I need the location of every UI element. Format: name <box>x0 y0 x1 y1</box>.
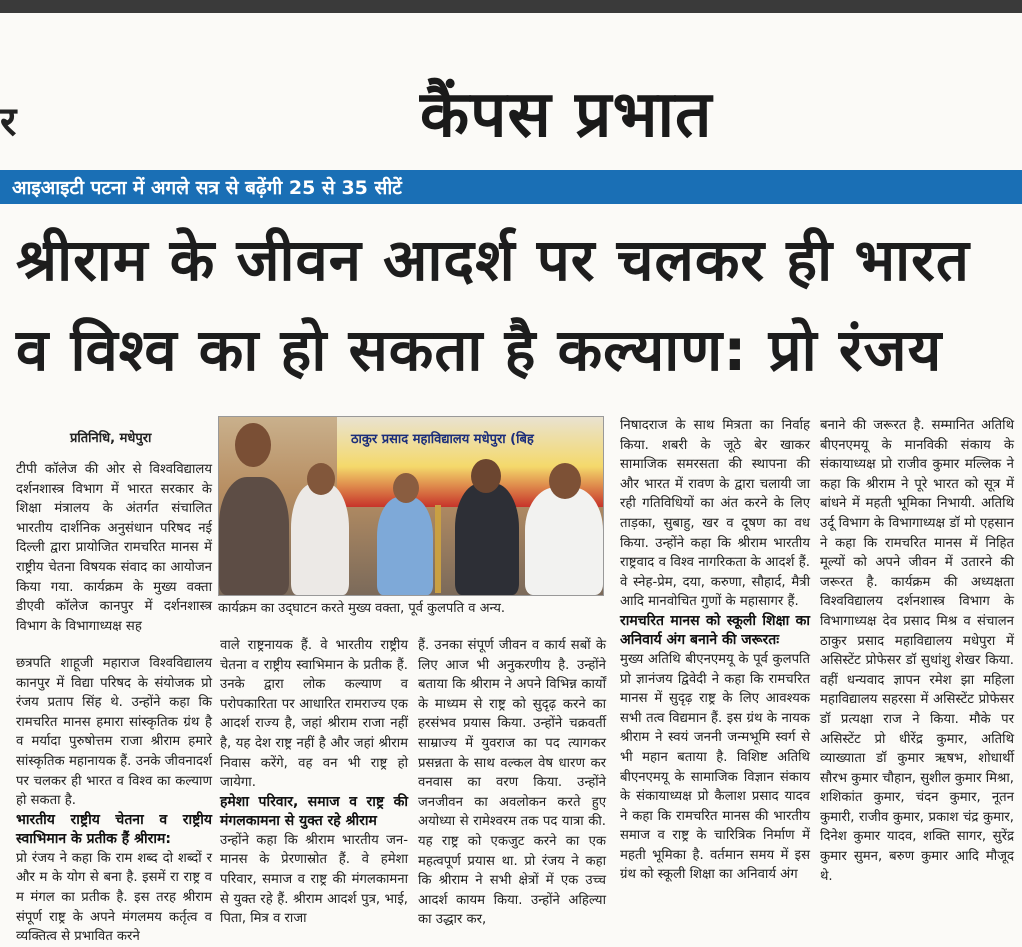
subheading-national-consciousness: भारतीय राष्ट्रीय चेतना व राष्ट्रीय स्वाभिमान के प्रतीक हैं श्रीराम: <box>16 811 212 847</box>
photo-caption: कार्यक्रम का उद्‌घाटन करते मुख्य वक्ता, पूर्व कुलपति व अन्य. <box>218 601 506 616</box>
news-ticker-bar <box>0 170 1022 204</box>
lamp-stand <box>435 505 441 593</box>
column-1-intro <box>16 460 212 654</box>
column-2 <box>220 636 408 930</box>
column-3 <box>418 636 606 930</box>
column-2-after-subheading: उन्होंने कहा कि श्रीराम भारतीय जन-मानस के प्रेरणास्रोत हैं. वे हमेशा परिवार, समाज व राष्ट्र की मंगलकामना से युक्त रहे हैं. श्रीराम आदर्श पुत्र, भाई, पिता, मित्र व राजा <box>220 832 408 927</box>
subheading-school-education: रामचरित मानस को स्कूली शिक्षा का अनिवार्य अंग बनाने की जरूरतः <box>620 612 810 648</box>
column-2-text: वाले राष्ट्रनायक हैं. वे भारतीय राष्ट्रीय चेतना व राष्ट्रीय स्वाभिमान के प्रतीक हैं. उनके द्वारा लोक कल्याण व परोपकारिता पर आधारित रामराज्य एक आदर्श राज्य है, जहां श्रीराम राजा नहीं है, यह देश राष्ट्र नहीं है और जहां श्रीराम निवास करेंगे, वह वन भी राष्ट्र हो जायेगा. <box>220 638 408 791</box>
byline: प्रतिनिधि, मधेपुरा <box>70 431 152 446</box>
top-dark-strip <box>0 0 1022 13</box>
person-head <box>393 473 419 503</box>
main-headline-line-1: श्रीराम के जीवन आदर्श पर चलकर ही भारत <box>16 226 970 294</box>
person-figure <box>291 483 349 595</box>
column-1-intro-text: टीपी कॉलेज की ओर से विश्वविद्यालय दर्शनशास्त्र विभाग में भारत सरकार के शिक्षा मंत्रालय के अंतर्गत संचालित भारतीय दार्शनिक अनुसंधान परिषद नई दिल्ली द्वारा प्रायोजित रामचरित मानस में राष्ट्रीय चेतना विषयक संवाद का आयोजन किया गया. कार्यक्रम के मुख्य वक्ता डीएवी कॉलेज कानपुर में दर्शनशास्त्र विभाग के विभागाध्यक्ष सह <box>16 462 212 634</box>
person-figure <box>455 483 519 595</box>
person-figure <box>525 487 603 595</box>
person-figure <box>377 497 433 595</box>
column-4-after-subheading: मुख्य अतिथि बीएनएमयू के पूर्व कुलपति प्रो ज्ञानंजय द्विवेदी ने कहा कि रामचरित मानस में सुदृढ़ राष्ट्र के लिए आवश्यक सभी तत्व विद्यमान हैं. इस ग्रंथ के नायक श्रीराम ने स्वयं जननी जन्मभूमि स्वर्ग से भी महान बताया है. विशिष्ट अतिथि बीएनएमयू के सामाजिक विज्ञान संकाय के संकायाध्यक्ष प्रो कैलाश प्रसाद यादव ने कहा कि रामचरित मानस की भारतीय समाज व राष्ट्र के चारित्रिक निर्माण में महती भूमिका है. वर्तमान समय में इस ग्रंथ को स्कूली शिक्षा का अनिवार्य अंग <box>620 651 810 883</box>
subheading-family-society: हमेशा परिवार, समाज व राष्ट्र की मंगलकामना से युक्त रहे श्रीराम <box>220 793 408 829</box>
column-1-after-subheading: प्रो रंजय ने कहा कि राम शब्द दो शब्दों र और म के योग से बना है. इसमें रा राष्ट्र व म मंगल का प्रतीक है. इस तरह श्रीराम संपूर्ण राष्ट्र के अपने मंगलमय कर्तृत्व व व्यक्तित्व से प्रभावित करने <box>16 850 212 945</box>
column-5-text: बनाने की जरूरत है. सम्मानित अतिथि बीएनएमयू के मानविकी संकाय के संकायाध्यक्ष प्रो राजीव कुमार मल्लिक ने कहा कि श्रीराम ने पूरे भारत को सूत्र में बांधने में महती भूमिका निभायी. अतिथि उर्दू विभाग के विभागाध्यक्ष डॉ मो एहसान ने कहा कि रामचरित मानस में निहित मूल्यों को अपने जीवन में उतारने की जरूरत है. कार्यक्रम की अध्यक्षता विश्वविद्यालय दर्शनशास्त्र विभाग के विभागाध्यक्ष देव प्रसाद मिश्र व संचालन ठाकुर प्रसाद महाविद्यालय मधेपुरा में असिस्टेंट प्रोफेसर डॉ सुधांशु शेखर किया. वहीं धन्यवाद ज्ञापन रमेश झा महिला महाविद्यालय सहरसा में असिस्टेंट प्रोफेसर डॉ प्रत्यक्षा राज ने किया. मौके पर असिस्टेंट प्रो धीरेंद्र कुमार, अतिथि व्याख्याता डॉ कुमार ऋषभ, शोधार्थी सौरभ कुमार चौहान, सुशील कुमार मिश्रा, शशिकांत कुमार, चंदन कुमार, नूतन कुमारी, राजीव कुमार, प्रकाश चंद्र कुमार, दिनेश कुमार यादव, शक्ति सागर, सुरेंद्र कुमार सुमन, बरुण कुमार आदि मौजूद थे. <box>820 418 1014 884</box>
person-head <box>307 463 335 495</box>
column-1-text: छत्रपति शाहूजी महाराज विश्वविद्यालय कानपुर में विद्या परिषद के संयोजक प्रो रंजय प्रताप सिंह थे. उन्होंने कहा कि रामचरित मानस हमारा सांस्कृतिक ग्रंथ है व मर्यादा पुरुषोत्तम राजा श्रीराम हमारे सांस्कृतिक महानायक हैं. उनके जीवनादर्श पर चलकर ही भारत व विश्व का कल्याण हो सकता है. <box>16 656 212 809</box>
ticker-headline: आइआइटी पटना में अगले सत्र से बढ़ेंगी 25 से 35 सीटें <box>12 177 402 199</box>
cut-off-masthead-fragment: र <box>0 99 17 145</box>
person-head <box>549 463 581 499</box>
person-head <box>235 423 271 467</box>
photo-banner-text: ठाकुर प्रसाद महाविद्यालय मधेपुरा (बिह <box>351 432 534 447</box>
event-photo <box>218 416 604 596</box>
column-5 <box>820 416 1014 930</box>
column-3-text: हैं. उनका संपूर्ण जीवन व कार्य सबों के लिए आज भी अनुकरणीय है. उन्होंने बताया कि श्रीराम ने अपने विभिन्न कार्यों के माध्यम से राष्ट्र को सुदृढ़ करने का हरसंभव प्रयास किया. उन्होंने चक्रवर्ती साम्राज्य में युवराज का पद त्यागकर प्रसन्नता के साथ वल्कल वेष धारण कर वनवास का वरण किया. उन्होंने जनजीवन का अवलोकन करते हुए अयोध्या से रामेश्वरम तक पद यात्रा की. यह राष्ट्र को एकजुट करने का एक महत्वपूर्ण प्रयास था. प्रो रंजय ने कहा कि श्रीराम ने सभी क्षेत्रों में एक उच्च आदर्श कायम किया. उन्होंने अहिल्या का उद्धार कर, <box>418 638 606 928</box>
person-head <box>471 459 501 493</box>
section-masthead: कैंपस प्रभात <box>420 78 713 152</box>
column-4 <box>620 416 810 930</box>
column-4-text: निषादराज के साथ मित्रता का निर्वाह किया. शबरी के जूठे बेर खाकर सामाजिक समरसता की स्थापना की और भारत में रावण के द्वारा चलायी जा रही गतिविधियों का अंत करने के लिए ताड़का, सुबाहु, खर व दूषण का वध किया. उन्होंने कहा कि श्रीराम भारतीय राष्ट्रवाद व विश्व नागरिकता के आदर्श हैं. वे स्नेह-प्रेम, दया, करुणा, सौहार्द, मैत्री आदि मानवोचित गुणों के महासागर हैं. <box>620 418 810 610</box>
person-figure <box>219 477 289 595</box>
column-1-body <box>16 654 212 945</box>
main-headline-line-2: व विश्व का हो सकता है कल्याण: प्रो रंजय <box>16 316 943 384</box>
